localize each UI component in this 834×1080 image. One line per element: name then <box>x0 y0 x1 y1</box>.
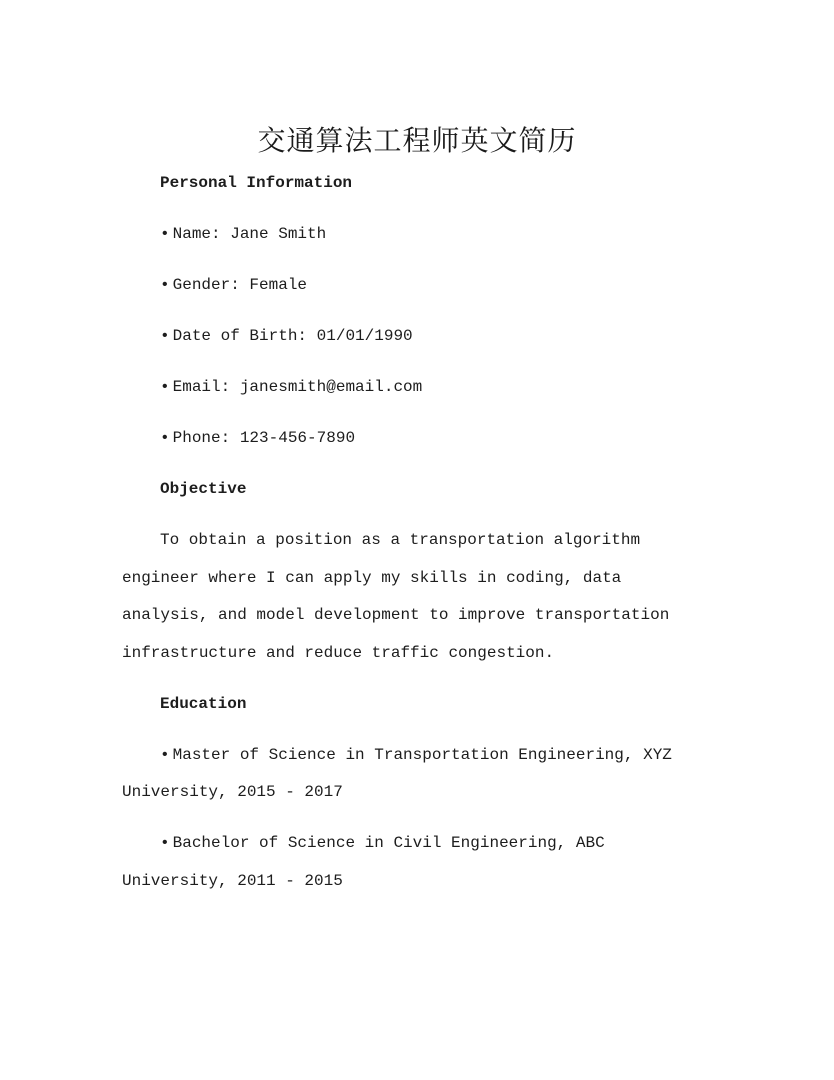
section-heading-personal-information: Personal Information <box>160 174 353 192</box>
list-item-master-degree <box>122 737 712 812</box>
list-item-text: Bachelor of Science in Civil Engineering, ABC University, 2011 - 2015 <box>122 834 605 890</box>
bullet-icon: • <box>160 429 170 447</box>
list-item-bachelor-degree <box>122 825 712 900</box>
list-item-gender <box>122 267 712 305</box>
list-item-name <box>122 216 712 254</box>
bullet-icon: • <box>160 327 170 345</box>
bullet-icon: • <box>160 276 170 294</box>
bullet-icon: • <box>160 745 170 764</box>
document-title: 交通算法工程师英文简历 <box>257 125 577 156</box>
bullet-icon: • <box>160 225 170 243</box>
list-item-text: Name: Jane Smith <box>172 225 327 243</box>
section-heading-objective: Objective <box>160 480 247 498</box>
list-item-date-of-birth <box>122 318 712 356</box>
list-item-text: Gender: Female <box>172 276 308 294</box>
bullet-icon: • <box>160 378 170 396</box>
list-item-text: Date of Birth: 01/01/1990 <box>172 327 413 345</box>
document-content <box>122 120 712 900</box>
list-item-phone <box>122 420 712 458</box>
bullet-icon: • <box>160 834 170 852</box>
objective-paragraph: To obtain a position as a transportation algorithm engineer where I can apply my skills in coding, data analysis, and model development to improve transportation infrastructure and reduce traffic congestion. <box>122 531 670 662</box>
list-item-text: Email: janesmith@email.com <box>172 378 423 396</box>
list-item-text: Master of Science in Transportation Engineering, XYZ University, 2015 - 2017 <box>122 745 672 801</box>
list-item-email <box>122 369 712 407</box>
list-item-text: Phone: 123-456-7890 <box>172 429 356 447</box>
section-heading-education: Education <box>160 694 247 713</box>
